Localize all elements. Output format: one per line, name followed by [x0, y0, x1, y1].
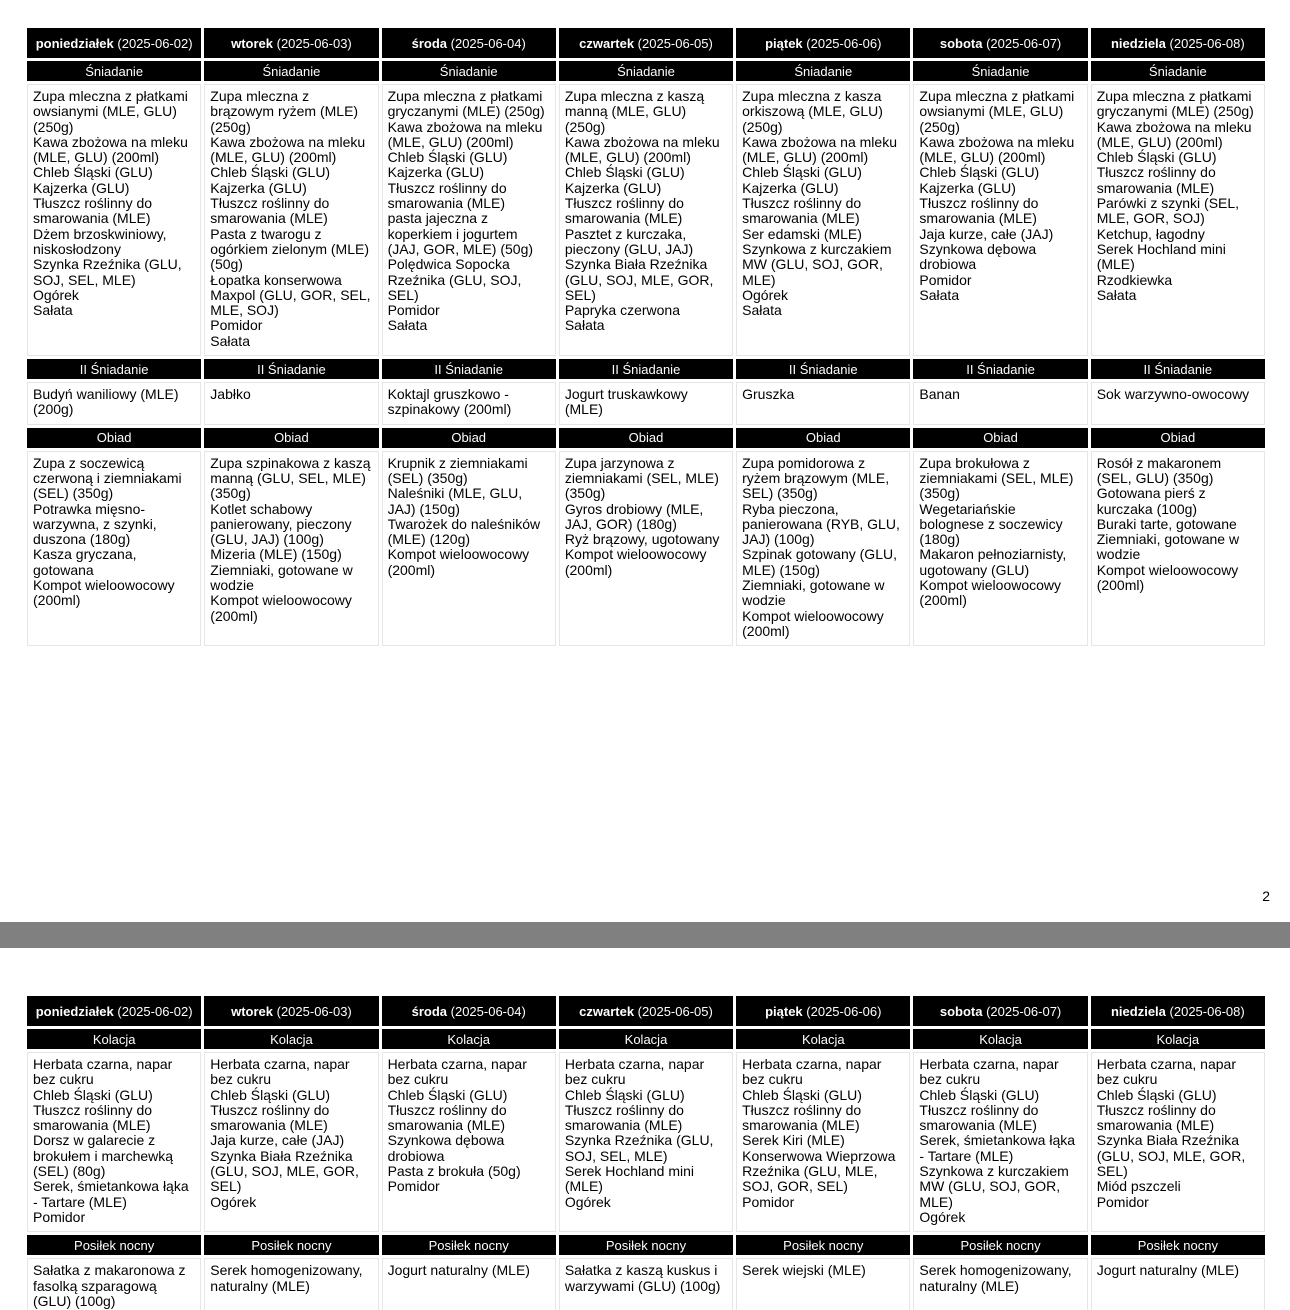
meal-cell — [27, 84, 201, 356]
meal-cell — [1091, 84, 1265, 356]
menu-item: Sałata — [564, 317, 605, 334]
menu-item: Chleb Śląski (GLU) — [387, 149, 508, 166]
day-name: poniedziałek — [35, 1003, 114, 1019]
menu-item: Kawa zbożowa na mleku (MLE, GLU) (200ml) — [387, 118, 543, 150]
meal-cell — [1091, 451, 1265, 647]
menu-item: Zupa mleczna z płatkami gryczanymi (MLE) (250g) — [1096, 88, 1254, 120]
menu-item: Kajzerka (GLU) — [33, 179, 130, 196]
menu-item: Buraki tarte, gotowane — [1096, 515, 1237, 532]
menu-item: Serek homogenizowany, naturalny (MLE) — [919, 1262, 1072, 1294]
menu-item: Kajzerka (GLU) — [564, 179, 662, 196]
meal-label: Śniadanie — [913, 61, 1087, 81]
menu-item: Pomidor — [210, 317, 263, 334]
meal-cell — [1091, 1258, 1265, 1310]
menu-item: Budyń waniliowy (MLE) (200g) — [33, 386, 179, 418]
menu-item: Zupa jarzynowa z ziemniakami (SEL, MLE) (350g) — [564, 454, 719, 502]
menu-item: Naleśniki (MLE, GLU, JAJ) (150g) — [387, 485, 523, 517]
meal-cell — [204, 1258, 378, 1310]
menu-item: Serek, śmietankowa łąka - Tartare (MLE) — [919, 1132, 1076, 1164]
meal-cell — [204, 84, 378, 356]
menu-item: Tłuszcz roślinny do smarowania (MLE) — [919, 1101, 1039, 1134]
menu-item: Szynkowa dębowa drobiowa — [387, 1132, 505, 1164]
menu-item: Rzodkiewka — [1096, 271, 1173, 288]
menu-item: Serek, śmietankowa łąka - Tartare (MLE) — [33, 1178, 189, 1210]
day-name: wtorek — [231, 1003, 273, 1019]
meal-items-row — [27, 1258, 1265, 1310]
meal-label: II Śniadanie — [736, 359, 910, 379]
menu-item: Kajzerka (GLU) — [387, 164, 485, 181]
menu-item: Chleb Śląski (GLU) — [33, 164, 153, 181]
meal-header-row — [27, 359, 1265, 379]
meal-cell — [27, 382, 201, 425]
menu-item: Kasza gryczana, gotowana — [33, 546, 137, 578]
menu-item: Szynka Rzeźnika (GLU, SOJ, SEL, MLE) — [564, 1132, 714, 1164]
day-name: piątek — [765, 35, 803, 51]
menu-item: Jogurt naturalny (MLE) — [1096, 1262, 1240, 1279]
menu-item: Kompot wieloowocowy (200ml) — [33, 577, 175, 609]
menu-item: Kompot wieloowocowy (200ml) — [564, 546, 707, 578]
menu-item: Tłuszcz roślinny do smarowania (MLE) — [210, 195, 330, 227]
menu-item: Jabłko — [210, 386, 251, 403]
meal-label: Obiad — [1091, 428, 1265, 448]
menu-item: Szynka Rzeźnika (GLU, SOJ, SEL, MLE) — [33, 256, 182, 288]
menu-item: Kompot wieloowocowy (200ml) — [1096, 561, 1239, 594]
menu-item: Tłuszcz roślinny do smarowania (MLE) — [564, 195, 684, 227]
menu-item: Chleb Śląski (GLU) — [1096, 149, 1217, 166]
menu-item: Mizeria (MLE) (150g) — [210, 546, 342, 563]
meal-label: Posiłek nocny — [913, 1235, 1087, 1255]
day-header — [736, 996, 910, 1026]
menu-item: Chleb Śląski (GLU) — [210, 1086, 331, 1103]
meal-label: Kolacja — [204, 1029, 378, 1049]
menu-item: Koktajl gruszkowo - szpinakowy (200ml) — [387, 386, 512, 418]
menu-item: Serek Hochland mini (MLE) — [1096, 240, 1226, 273]
day-header — [27, 996, 201, 1026]
meal-cell — [382, 451, 556, 647]
day-name: niedziela — [1110, 35, 1166, 51]
meal-label: Posiłek nocny — [382, 1235, 556, 1255]
menu-item: Szynkowa z kurczakiem MW (GLU, SOJ, GOR, MLE) — [742, 240, 892, 288]
meal-cell — [736, 84, 910, 356]
day-header — [1091, 28, 1265, 58]
menu-item: Ogórek — [564, 1193, 611, 1210]
menu-item: Twarożek do naleśników (MLE) (120g) — [387, 515, 541, 548]
meal-cell — [913, 382, 1087, 425]
menu-item: Herbata czarna, napar bez cukru — [33, 1056, 173, 1088]
day-header — [204, 28, 378, 58]
meal-label: Śniadanie — [736, 61, 910, 81]
menu-item: Serek wiejski (MLE) — [742, 1262, 866, 1279]
menu-item: Chleb Śląski (GLU) — [564, 164, 685, 181]
day-header — [913, 996, 1087, 1026]
menu-item: Zupa z soczewicą czerwoną i ziemniakami (SEL) (350g) — [33, 454, 182, 502]
day-header — [913, 28, 1087, 58]
menu-item: Jaja kurze, całe (JAJ) — [919, 225, 1054, 242]
meal-label: Śniadanie — [382, 61, 556, 81]
menu-item: Kajzerka (GLU) — [210, 179, 307, 196]
meal-label: Obiad — [204, 428, 378, 448]
meal-label: Obiad — [27, 428, 201, 448]
day-date: (2025-06-07) — [986, 35, 1062, 51]
day-name: piątek — [765, 1003, 803, 1019]
menu-item: Kawa zbożowa na mleku (MLE, GLU) (200ml) — [33, 133, 188, 166]
day-name: sobota — [939, 35, 983, 51]
day-date: (2025-06-03) — [276, 35, 352, 51]
menu-item: Pomidor — [742, 1193, 795, 1210]
day-date: (2025-06-02) — [117, 1003, 193, 1019]
menu-item: Tłuszcz roślinny do smarowania (MLE) — [1096, 164, 1216, 196]
day-header — [559, 28, 733, 58]
day-date: (2025-06-05) — [637, 1003, 713, 1019]
meal-cell — [27, 451, 201, 647]
menu-item: Jogurt truskawkowy (MLE) — [564, 386, 688, 418]
menu-item: Pomidor — [1096, 1193, 1149, 1210]
meal-label: Posiłek nocny — [736, 1235, 910, 1255]
day-date: (2025-06-05) — [637, 35, 713, 51]
menu-item: Ziemniaki, gotowane w wodzie — [742, 577, 885, 609]
menu-item: Chleb Śląski (GLU) — [919, 164, 1040, 181]
meal-label: Posiłek nocny — [559, 1235, 733, 1255]
meal-cell — [559, 382, 733, 425]
menu-item: Jogurt naturalny (MLE) — [387, 1262, 530, 1279]
menu-item: Kompot wieloowocowy (200ml) — [742, 607, 884, 639]
menu-item: Sałata — [1096, 286, 1137, 303]
menu-item: Kajzerka (GLU) — [742, 179, 839, 196]
menu-item: Papryka czerwona — [564, 302, 681, 319]
meal-label: Kolacja — [1091, 1029, 1265, 1049]
meal-label: Posiłek nocny — [1091, 1235, 1265, 1255]
day-date: (2025-06-04) — [450, 35, 526, 51]
meal-label: Posiłek nocny — [27, 1235, 201, 1255]
menu-item: Chleb Śląski (GLU) — [1096, 1086, 1217, 1103]
menu-item: Herbata czarna, napar bez cukru — [564, 1056, 705, 1088]
meal-items-row — [27, 1052, 1265, 1232]
meal-cell — [1091, 382, 1265, 425]
menu-item: Kotlet schabowy panierowany, pieczony (GLU, JAJ) (100g) — [210, 500, 352, 548]
menu-item: Wegetariańskie bolognese z soczewicy (180g) — [919, 500, 1063, 548]
menu-item: Zupa szpinakowa z kaszą manną (GLU, SEL, MLE) (350g) — [210, 454, 371, 502]
menu-item: Pomidor — [919, 271, 972, 288]
page-number: 2 — [1262, 888, 1270, 904]
menu-item: Jaja kurze, całe (JAJ) — [210, 1132, 345, 1149]
day-date: (2025-06-07) — [986, 1003, 1062, 1019]
menu-item: Kajzerka (GLU) — [919, 179, 1016, 196]
meal-cell — [736, 382, 910, 425]
menu-item: Pomidor — [387, 302, 440, 319]
meal-header-row — [27, 1029, 1265, 1049]
meal-cell — [204, 382, 378, 425]
meal-items-row — [27, 382, 1265, 425]
menu-item: Kompot wieloowocowy (200ml) — [387, 546, 530, 578]
meal-cell — [913, 1052, 1087, 1232]
menu-item: Szynka Biała Rzeźnika (GLU, SOJ, MLE, GOR, SEL) — [1096, 1132, 1246, 1180]
menu-item: Pomidor — [33, 1208, 86, 1225]
day-header — [27, 28, 201, 58]
meal-cell — [736, 1052, 910, 1232]
meal-label: Obiad — [913, 428, 1087, 448]
menu-item: Zupa mleczna z kasza orkiszową (MLE, GLU) (250g) — [742, 88, 883, 135]
menu-item: Sałata — [919, 286, 960, 303]
meal-cell — [913, 1258, 1087, 1310]
meal-cell — [27, 1052, 201, 1232]
menu-item: Sok warzywno-owocowy — [1096, 386, 1250, 403]
day-date: (2025-06-03) — [276, 1003, 352, 1019]
meal-label: Obiad — [559, 428, 733, 448]
menu-item: Szynkowa dębowa drobiowa — [919, 240, 1037, 273]
meal-items-row — [27, 84, 1265, 356]
meal-cell — [559, 451, 733, 647]
menu-item: Ser edamski (MLE) — [742, 225, 862, 242]
meal-cell — [559, 1258, 733, 1310]
meal-cell — [382, 1258, 556, 1310]
meal-label: Kolacja — [913, 1029, 1087, 1049]
menu-item: Ryba pieczona, panierowana (RYB, GLU, JAJ) (100g) — [742, 500, 900, 548]
menu-item: Sałatka z makaronowa z fasolką szparagową (GLU) (100g) — [33, 1262, 186, 1309]
meal-label: II Śniadanie — [559, 359, 733, 379]
day-name: niedziela — [1110, 1003, 1166, 1019]
meal-cell — [736, 1258, 910, 1310]
menu-item: Tłuszcz roślinny do smarowania (MLE) — [33, 195, 153, 227]
meal-label: Kolacja — [27, 1029, 201, 1049]
meal-label: Kolacja — [736, 1029, 910, 1049]
day-header — [204, 996, 378, 1026]
menu-item: Serek Kiri (MLE) — [742, 1132, 845, 1149]
menu-item: Chleb Śląski (GLU) — [33, 1086, 153, 1103]
menu-item: Zupa mleczna z brązowym ryżem (MLE) (250g) — [210, 88, 359, 135]
day-name: środa — [411, 35, 448, 51]
menu-item: Zupa brokułowa z ziemniakami (SEL, MLE) (350g) — [919, 454, 1074, 502]
day-name: wtorek — [231, 35, 273, 51]
menu-item: Pasta z twarogu z ogórkiem zielonym (MLE) (50g) — [210, 225, 369, 273]
day-date: (2025-06-02) — [117, 35, 193, 51]
meal-header-row — [27, 1235, 1265, 1255]
menu-item: Herbata czarna, napar bez cukru — [919, 1056, 1059, 1088]
meal-label: II Śniadanie — [27, 359, 201, 379]
menu-item: Tłuszcz roślinny do smarowania (MLE) — [919, 195, 1039, 227]
menu-item: Chleb Śląski (GLU) — [742, 1086, 862, 1103]
meal-label: Kolacja — [559, 1029, 733, 1049]
meal-cell — [913, 84, 1087, 356]
meal-header-row — [27, 428, 1265, 448]
day-header — [382, 28, 556, 58]
menu-item: Pomidor — [387, 1178, 440, 1195]
menu-item: Ziemniaki, gotowane w wodzie — [210, 561, 353, 594]
day-header — [1091, 996, 1265, 1026]
menu-item: Banan — [919, 386, 960, 403]
meal-label: II Śniadanie — [1091, 359, 1265, 379]
menu-item: Ogórek — [33, 286, 79, 303]
day-name: sobota — [939, 1003, 983, 1019]
menu-item: Szynka Biała Rzeźnika (GLU, SOJ, MLE, GOR, SEL) — [210, 1147, 359, 1195]
meal-label: Posiłek nocny — [204, 1235, 378, 1255]
menu-table — [24, 993, 1268, 1310]
meal-cell — [559, 84, 733, 356]
meal-label: Obiad — [736, 428, 910, 448]
meal-cell — [1091, 1052, 1265, 1232]
menu-item: Tłuszcz roślinny do smarowania (MLE) — [742, 195, 862, 227]
meal-cell — [382, 1052, 556, 1232]
menu-item: Zupa mleczna z kaszą manną (MLE, GLU) (250g) — [564, 88, 705, 135]
day-date: (2025-06-06) — [806, 35, 882, 51]
menu-item: Pasta z brokuła (50g) — [387, 1163, 521, 1180]
menu-item: Tłuszcz roślinny do smarowania (MLE) — [33, 1101, 153, 1134]
day-date: (2025-06-08) — [1169, 1003, 1245, 1019]
menu-item: Sałata — [387, 317, 428, 334]
menu-item: pasta jajeczna z koperkiem i jogurtem (JAJ, GOR, MLE) (50g) — [387, 210, 534, 257]
menu-item: Serek homogenizowany, naturalny (MLE) — [210, 1262, 363, 1294]
day-header — [559, 996, 733, 1026]
menu-item: Dżem brzoskwiniowy, niskosłodzony — [33, 225, 167, 257]
menu-item: Ziemniaki, gotowane w wodzie — [1096, 531, 1240, 563]
menu-item: Tłuszcz roślinny do smarowania (MLE) — [387, 1101, 507, 1134]
meal-cell — [736, 451, 910, 647]
menu-item: Kawa zbożowa na mleku (MLE, GLU) (200ml) — [564, 133, 720, 166]
menu-item: Ogórek — [210, 1193, 257, 1210]
meal-label: Śniadanie — [1091, 61, 1265, 81]
day-header-row — [27, 996, 1265, 1026]
menu-item: Kawa zbożowa na mleku (MLE, GLU) (200ml) — [919, 133, 1075, 166]
menu-item: Zupa mleczna z płatkami owsianymi (MLE, GLU) (250g) — [33, 88, 188, 135]
meal-label: II Śniadanie — [204, 359, 378, 379]
meal-header-row — [27, 61, 1265, 81]
meal-cell — [559, 1052, 733, 1232]
menu-item: Tłuszcz roślinny do smarowania (MLE) — [387, 179, 507, 212]
day-header — [382, 996, 556, 1026]
menu-item: Miód pszczeli — [1096, 1178, 1181, 1195]
menu-item: Polędwica Sopocka Rzeźnika (GLU, SOJ, SEL) — [387, 256, 522, 303]
meal-label: II Śniadanie — [382, 359, 556, 379]
meal-items-row — [27, 451, 1265, 647]
menu-item: Sałata — [742, 302, 782, 319]
menu-item: Herbata czarna, napar bez cukru — [1096, 1056, 1236, 1088]
meal-label: Śniadanie — [204, 61, 378, 81]
meal-cell — [382, 84, 556, 356]
menu-item: Tłuszcz roślinny do smarowania (MLE) — [742, 1101, 862, 1134]
menu-item: Chleb Śląski (GLU) — [742, 164, 862, 181]
menu-item: Serek Hochland mini (MLE) — [564, 1163, 695, 1195]
menu-item: Krupnik z ziemniakami (SEL) (350g) — [387, 454, 528, 486]
menu-item: Zupa mleczna z płatkami owsianymi (MLE, GLU) (250g) — [919, 88, 1075, 135]
meal-label: II Śniadanie — [913, 359, 1087, 379]
meal-cell — [204, 1052, 378, 1232]
day-date: (2025-06-04) — [450, 1003, 526, 1019]
menu-item: Łopatka konserwowa Maxpol (GLU, GOR, SEL, MLE, SOJ) — [210, 271, 371, 319]
menu-item: Zupa mleczna z płatkami gryczanymi (MLE) (250g) — [387, 88, 545, 120]
meal-label: Obiad — [382, 428, 556, 448]
menu-item: Tłuszcz roślinny do smarowania (MLE) — [564, 1101, 684, 1134]
meal-label: Śniadanie — [559, 61, 733, 81]
day-header — [736, 28, 910, 58]
meal-cell — [382, 382, 556, 425]
menu-item: Potrawka mięsno-warzywna, z szynki, duszona (180g) — [33, 500, 157, 548]
menu-item: Zupa pomidorowa z ryżem brązowym (MLE, SEL) (350g) — [742, 454, 890, 502]
menu-item: Ketchup, łagodny — [1096, 225, 1205, 242]
menu-item: Kompot wieloowocowy (200ml) — [210, 592, 352, 624]
meal-label: Śniadanie — [27, 61, 201, 81]
menu-item: Szynka Biała Rzeźnika (GLU, SOJ, MLE, GOR, SEL) — [564, 256, 714, 303]
menu-item: Herbata czarna, napar bez cukru — [210, 1056, 350, 1088]
menu-item: Gyros drobiowy (MLE, JAJ, GOR) (180g) — [564, 500, 704, 532]
menu-item: Chleb Śląski (GLU) — [919, 1086, 1040, 1103]
menu-item: Kawa zbożowa na mleku (MLE, GLU) (200ml) — [1096, 118, 1252, 150]
day-header-row — [27, 28, 1265, 58]
menu-item: Gruszka — [742, 386, 795, 403]
menu-item: Szynkowa z kurczakiem MW (GLU, SOJ, GOR, MLE) — [919, 1163, 1069, 1210]
menu-item: Chleb Śląski (GLU) — [210, 164, 331, 181]
menu-table — [24, 25, 1268, 649]
day-date: (2025-06-08) — [1169, 35, 1245, 51]
menu-item: Szpinak gotowany (GLU, MLE) (150g) — [742, 546, 897, 578]
menu-item: Pasztet z kurczaka, pieczony (GLU, JAJ) — [564, 225, 694, 257]
meal-cell — [204, 451, 378, 647]
menu-item: Ogórek — [919, 1208, 966, 1225]
page-separator — [0, 922, 1290, 948]
menu-item: Konserwowa Wieprzowa Rzeźnika (GLU, MLE, SOJ, GOR, SEL) — [742, 1147, 896, 1195]
day-date: (2025-06-06) — [806, 1003, 882, 1019]
menu-item: Herbata czarna, napar bez cukru — [387, 1056, 527, 1088]
day-name: środa — [411, 1003, 448, 1019]
menu-item: Ogórek — [742, 286, 789, 303]
menu-item: Tłuszcz roślinny do smarowania (MLE) — [210, 1101, 330, 1134]
menu-item: Rosół z makaronem (SEL, GLU) (350g) — [1096, 454, 1222, 486]
menu-item: Sałatka z kaszą kuskus i warzywami (GLU) (100g) — [564, 1262, 721, 1294]
meal-cell — [27, 1258, 201, 1310]
page-2 — [0, 948, 1290, 1310]
menu-item: Gotowana pierś z kurczaka (100g) — [1096, 485, 1206, 517]
menu-item: Chleb Śląski (GLU) — [387, 1086, 508, 1103]
menu-item: Makaron pełnoziarnisty, ugotowany (GLU) — [919, 546, 1067, 578]
day-name: poniedziałek — [35, 35, 114, 51]
day-name: czwartek — [579, 35, 635, 51]
menu-item: Ryż brązowy, ugotowany — [564, 531, 720, 548]
menu-item: Sałata — [210, 332, 250, 349]
menu-item: Tłuszcz roślinny do smarowania (MLE) — [1096, 1101, 1216, 1134]
menu-item: Herbata czarna, napar bez cukru — [742, 1056, 882, 1088]
menu-item: Parówki z szynki (SEL, MLE, GOR, SOJ) — [1096, 195, 1240, 227]
menu-item: Kawa zbożowa na mleku (MLE, GLU) (200ml) — [742, 133, 897, 166]
menu-item: Sałata — [33, 302, 73, 319]
meal-label: Kolacja — [382, 1029, 556, 1049]
menu-item: Kompot wieloowocowy (200ml) — [919, 577, 1062, 609]
menu-item: Kawa zbożowa na mleku (MLE, GLU) (200ml) — [210, 133, 366, 166]
day-name: czwartek — [579, 1003, 635, 1019]
menu-item: Chleb Śląski (GLU) — [564, 1086, 685, 1103]
menu-item: Dorsz w galarecie z brokułem i marchewką (SEL) (80g) — [33, 1132, 174, 1180]
meal-cell — [913, 451, 1087, 647]
